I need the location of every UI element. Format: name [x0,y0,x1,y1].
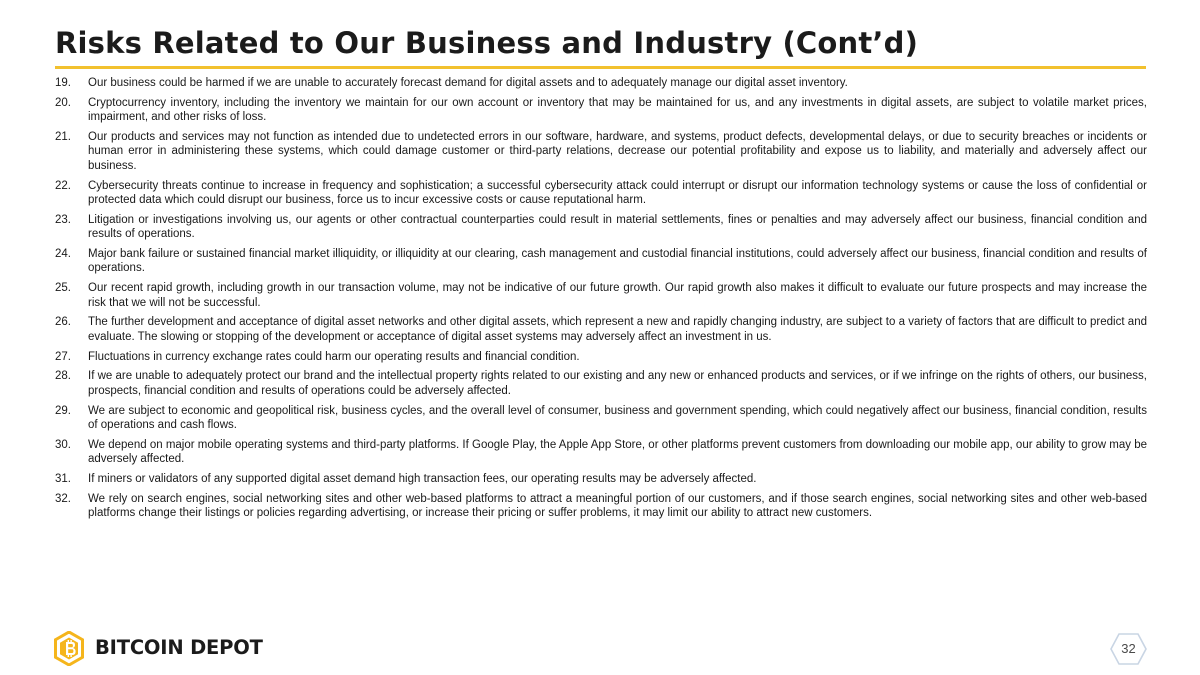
list-item-number: 25. [55,282,71,295]
list-item-number: 30. [55,438,71,451]
title-underline [55,66,1146,69]
list-item [55,369,1147,398]
list-item [55,315,1147,344]
list-item-number: 26. [55,316,71,329]
list-item-text: Major bank failure or sustained financial market illiquidity, or illiquidity at our clearing, cash management and custodial financial institutions, could adversely affect our business, financial condition and results of operations. [88,248,1147,275]
list-item-number: 31. [55,473,71,486]
list-item-number: 19. [55,77,71,89]
list-item-text: We depend on major mobile operating systems and third-party platforms. If Google Play, the Apple App Store, or other platforms prevent customers from downloading our mobile app, our ability to grow may be adversely affected. [88,438,1147,466]
list-item [55,76,1147,90]
bitcoin-depot-logo-icon [54,631,84,666]
list-item-text: The further development and acceptance of digital asset networks and other digital assets, which represent a new and rapidly changing industry, are subject to a variety of factors that are difficult to predict and evaluate. The slowing or stopping of the development or acceptance of digital asset systems may adversely affect an investment in us. [88,316,1147,343]
list-item-text: Cryptocurrency inventory, including the inventory we maintain for our own account or inventory that may be maintained for us, and any investments in digital assets, are subject to volatile market prices, impairment, and other risks of loss. [88,96,1147,124]
list-item [55,96,1147,125]
list-item [55,247,1147,276]
list-item-number: 28. [55,370,71,383]
list-item [55,350,1147,364]
page-title: Risks Related to Our Business and Industry (Cont’d) [55,26,919,60]
list-item [55,492,1147,521]
list-item-number: 21. [55,131,71,143]
list-item [55,130,1147,173]
list-item-number: 20. [55,96,71,109]
list-item-text: We are subject to economic and geopolitical risk, business cycles, and the overall level of consumer, business and government spending, which could negatively affect our business, financial condition, results of operations and cash flows. [88,404,1147,432]
list-item-text: If miners or validators of any supported digital asset demand high transaction fees, our operating results may be adversely affected. [88,473,757,486]
list-item [55,281,1147,310]
list-item-number: 27. [55,350,71,363]
list-item [55,438,1147,467]
list-item-number: 22. [55,179,71,192]
list-item [55,179,1147,208]
list-item [55,213,1147,242]
list-item-text: Our recent rapid growth, including growth in our transaction volume, may not be indicative of our future growth. Our rapid growth also makes it difficult to evaluate our future prospects and may increase the risk that we will not be successful. [88,282,1147,309]
list-item-text: Our products and services may not function as intended due to undetected errors in our software, hardware, and systems, product defects, developmental delays, or due to security breaches or incidents or human error in administering these systems, which could damage customer or third-party relations, decrease our potential profitability and expose us to liability, and materially and adversely affect our business. [88,131,1147,172]
list-item [55,472,1147,486]
list-item-text: If we are unable to adequately protect our brand and the intellectual property rights related to our existing and any new or enhanced products and services, or if we infringe on the rights of others, our business, prospects, financial condition and results of operations could be adversely affected. [88,370,1147,397]
list-item-text: Fluctuations in currency exchange rates could harm our operating results and financial condition. [88,350,580,363]
brand-name: BITCOIN DEPOT [95,636,263,659]
page-number: 32 [1121,641,1136,656]
list-item-text: Our business could be harmed if we are unable to accurately forecast demand for digital assets and to adequately manage our digital asset inventory. [88,77,848,89]
list-item [55,404,1147,433]
list-item-text: Litigation or investigations involving us, our agents or other contractual counterparties could result in material settlements, fines or penalties and may adversely affect our business, financial condition and results of operations. [88,213,1147,241]
list-item-text: Cybersecurity threats continue to increase in frequency and sophistication; a successful cybersecurity attack could interrupt or disrupt our information technology systems or cause the loss of confidential or protected data which could disrupt our business, force us to incur excessive costs or cause reputational harm. [88,179,1147,207]
risk-list [55,76,1147,526]
list-item-number: 32. [55,492,71,505]
list-item-number: 29. [55,404,71,417]
list-item-number: 24. [55,248,71,261]
list-item-text: We rely on search engines, social networking sites and other web-based platforms to attract a meaningful portion of our customers, and if those search engines, social networking sites and other web-based platforms change their listings or policies regarding advertising, or increase their pricing or suffer problems, it may limit our ability to attract new customers. [88,492,1147,520]
list-item-number: 23. [55,213,71,226]
